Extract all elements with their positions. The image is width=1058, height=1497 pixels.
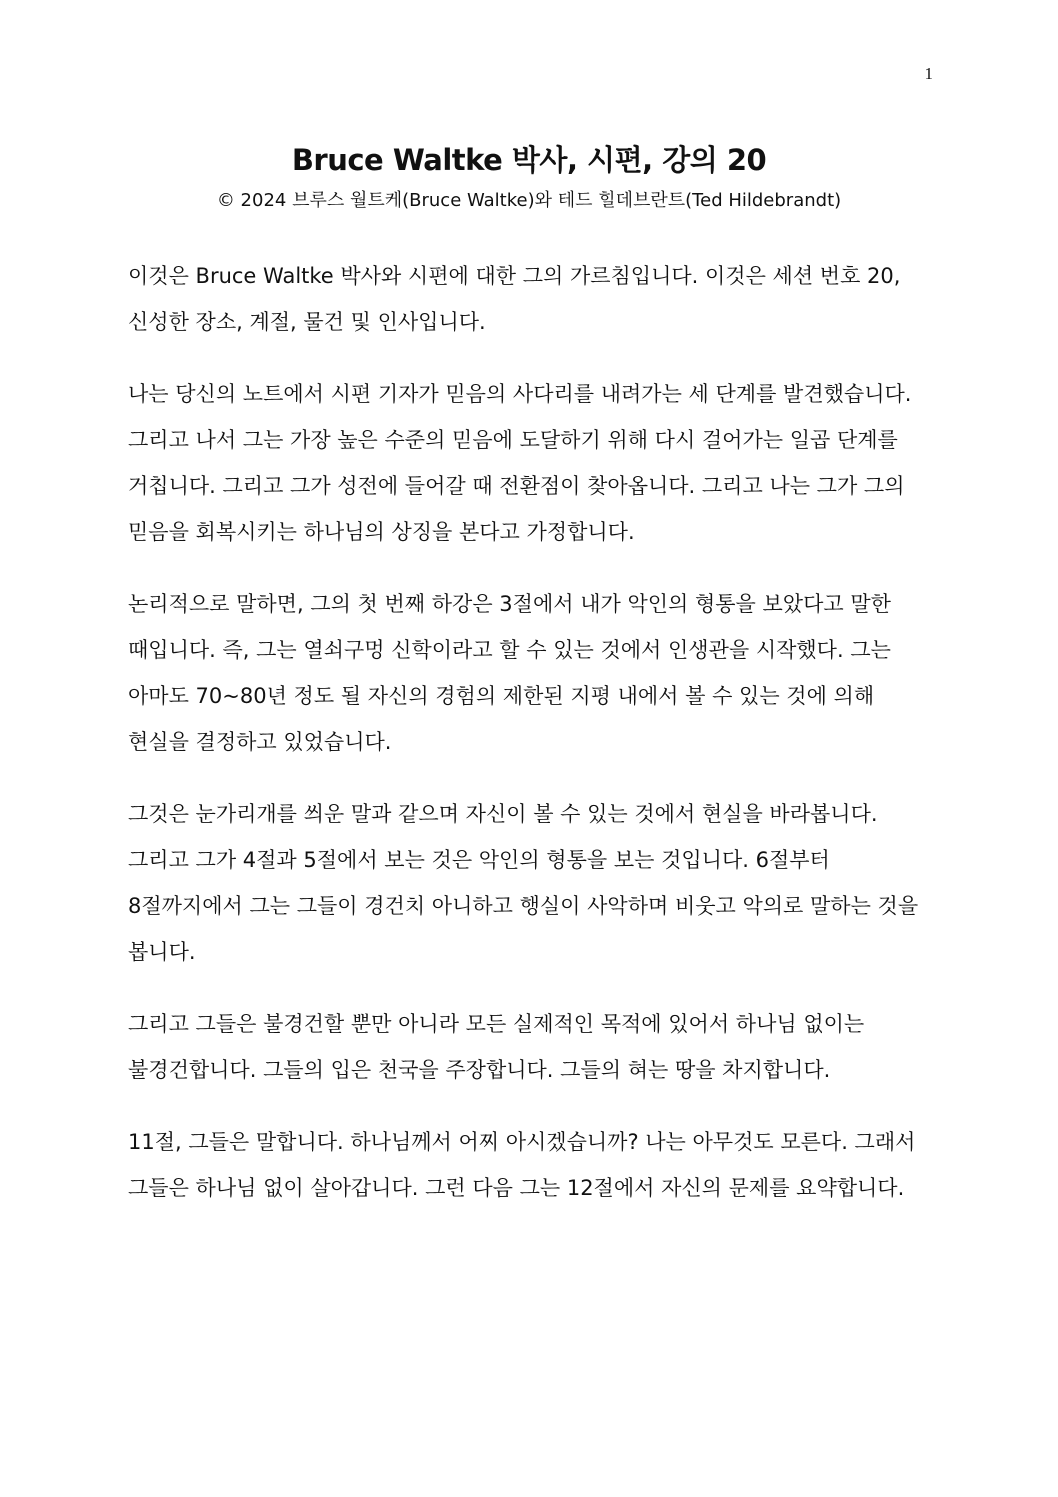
paragraph: 이것은 Bruce Waltke 박사와 시편에 대한 그의 가르침입니다. 이것은 세션 번호 20, 신성한 장소, 계절, 물건 및 인사입니다. [128,264,901,334]
paragraph: 그리고 그들은 불경건할 뿐만 아니라 모든 실제적인 목적에 있어서 하나님 없이는 불경건합니다. 그들의 입은 천국을 주장합니다. 그들의 혀는 땅을 차지합니다. [128,1012,865,1082]
paragraph: 나는 당신의 노트에서 시편 기자가 믿음의 사다리를 내려가는 세 단계를 발견했습니다. 그리고 나서 그는 가장 높은 수준의 믿음에 도달하기 위해 다시 걸어가는 일곱 단계를 거칩니다. 그리고 그가 성전에 들어갈 때 전환점이 찾아옵니다. 그리고 나는 그가 그의 믿음을 회복시키는 하나님의 상징을 본다고 가정합니다. [128,382,912,544]
document-body [128,253,933,1237]
page-number: 1 [924,64,933,83]
document-title: Bruce Waltke 박사, 시편, 강의 20 [291,143,767,177]
paragraph: 그것은 눈가리개를 씌운 말과 같으며 자신이 볼 수 있는 것에서 현실을 바라봅니다. 그리고 그가 4절과 5절에서 보는 것은 악인의 형통을 보는 것입니다. 6절부터 8절까지에서 그는 그들이 경건치 아니하고 행실이 사악하며 비웃고 악의로 말하는 것을 봅니다. [128,802,919,964]
paragraph: 11절, 그들은 말합니다. 하나님께서 어찌 아시겠습니까? 나는 아무것도 모른다. 그래서 그들은 하나님 없이 살아갑니다. 그런 다음 그는 12절에서 자신의 문제를 요약합니다. [128,1130,916,1200]
paragraph: 논리적으로 말하면, 그의 첫 번째 하강은 3절에서 내가 악인의 형통을 보았다고 말한 때입니다. 즉, 그는 열쇠구멍 신학이라고 할 수 있는 것에서 인생관을 시작했다. 그는 아마도 70~80년 정도 될 자신의 경험의 제한된 지평 내에서 볼 수 있는 것에 의해 현실을 결정하고 있었습니다. [128,592,891,754]
document-header [0,138,1058,216]
copyright-line: © 2024 브루스 월트케(Bruce Waltke)와 테드 힐데브란트(Ted Hildebrandt) [216,190,842,211]
